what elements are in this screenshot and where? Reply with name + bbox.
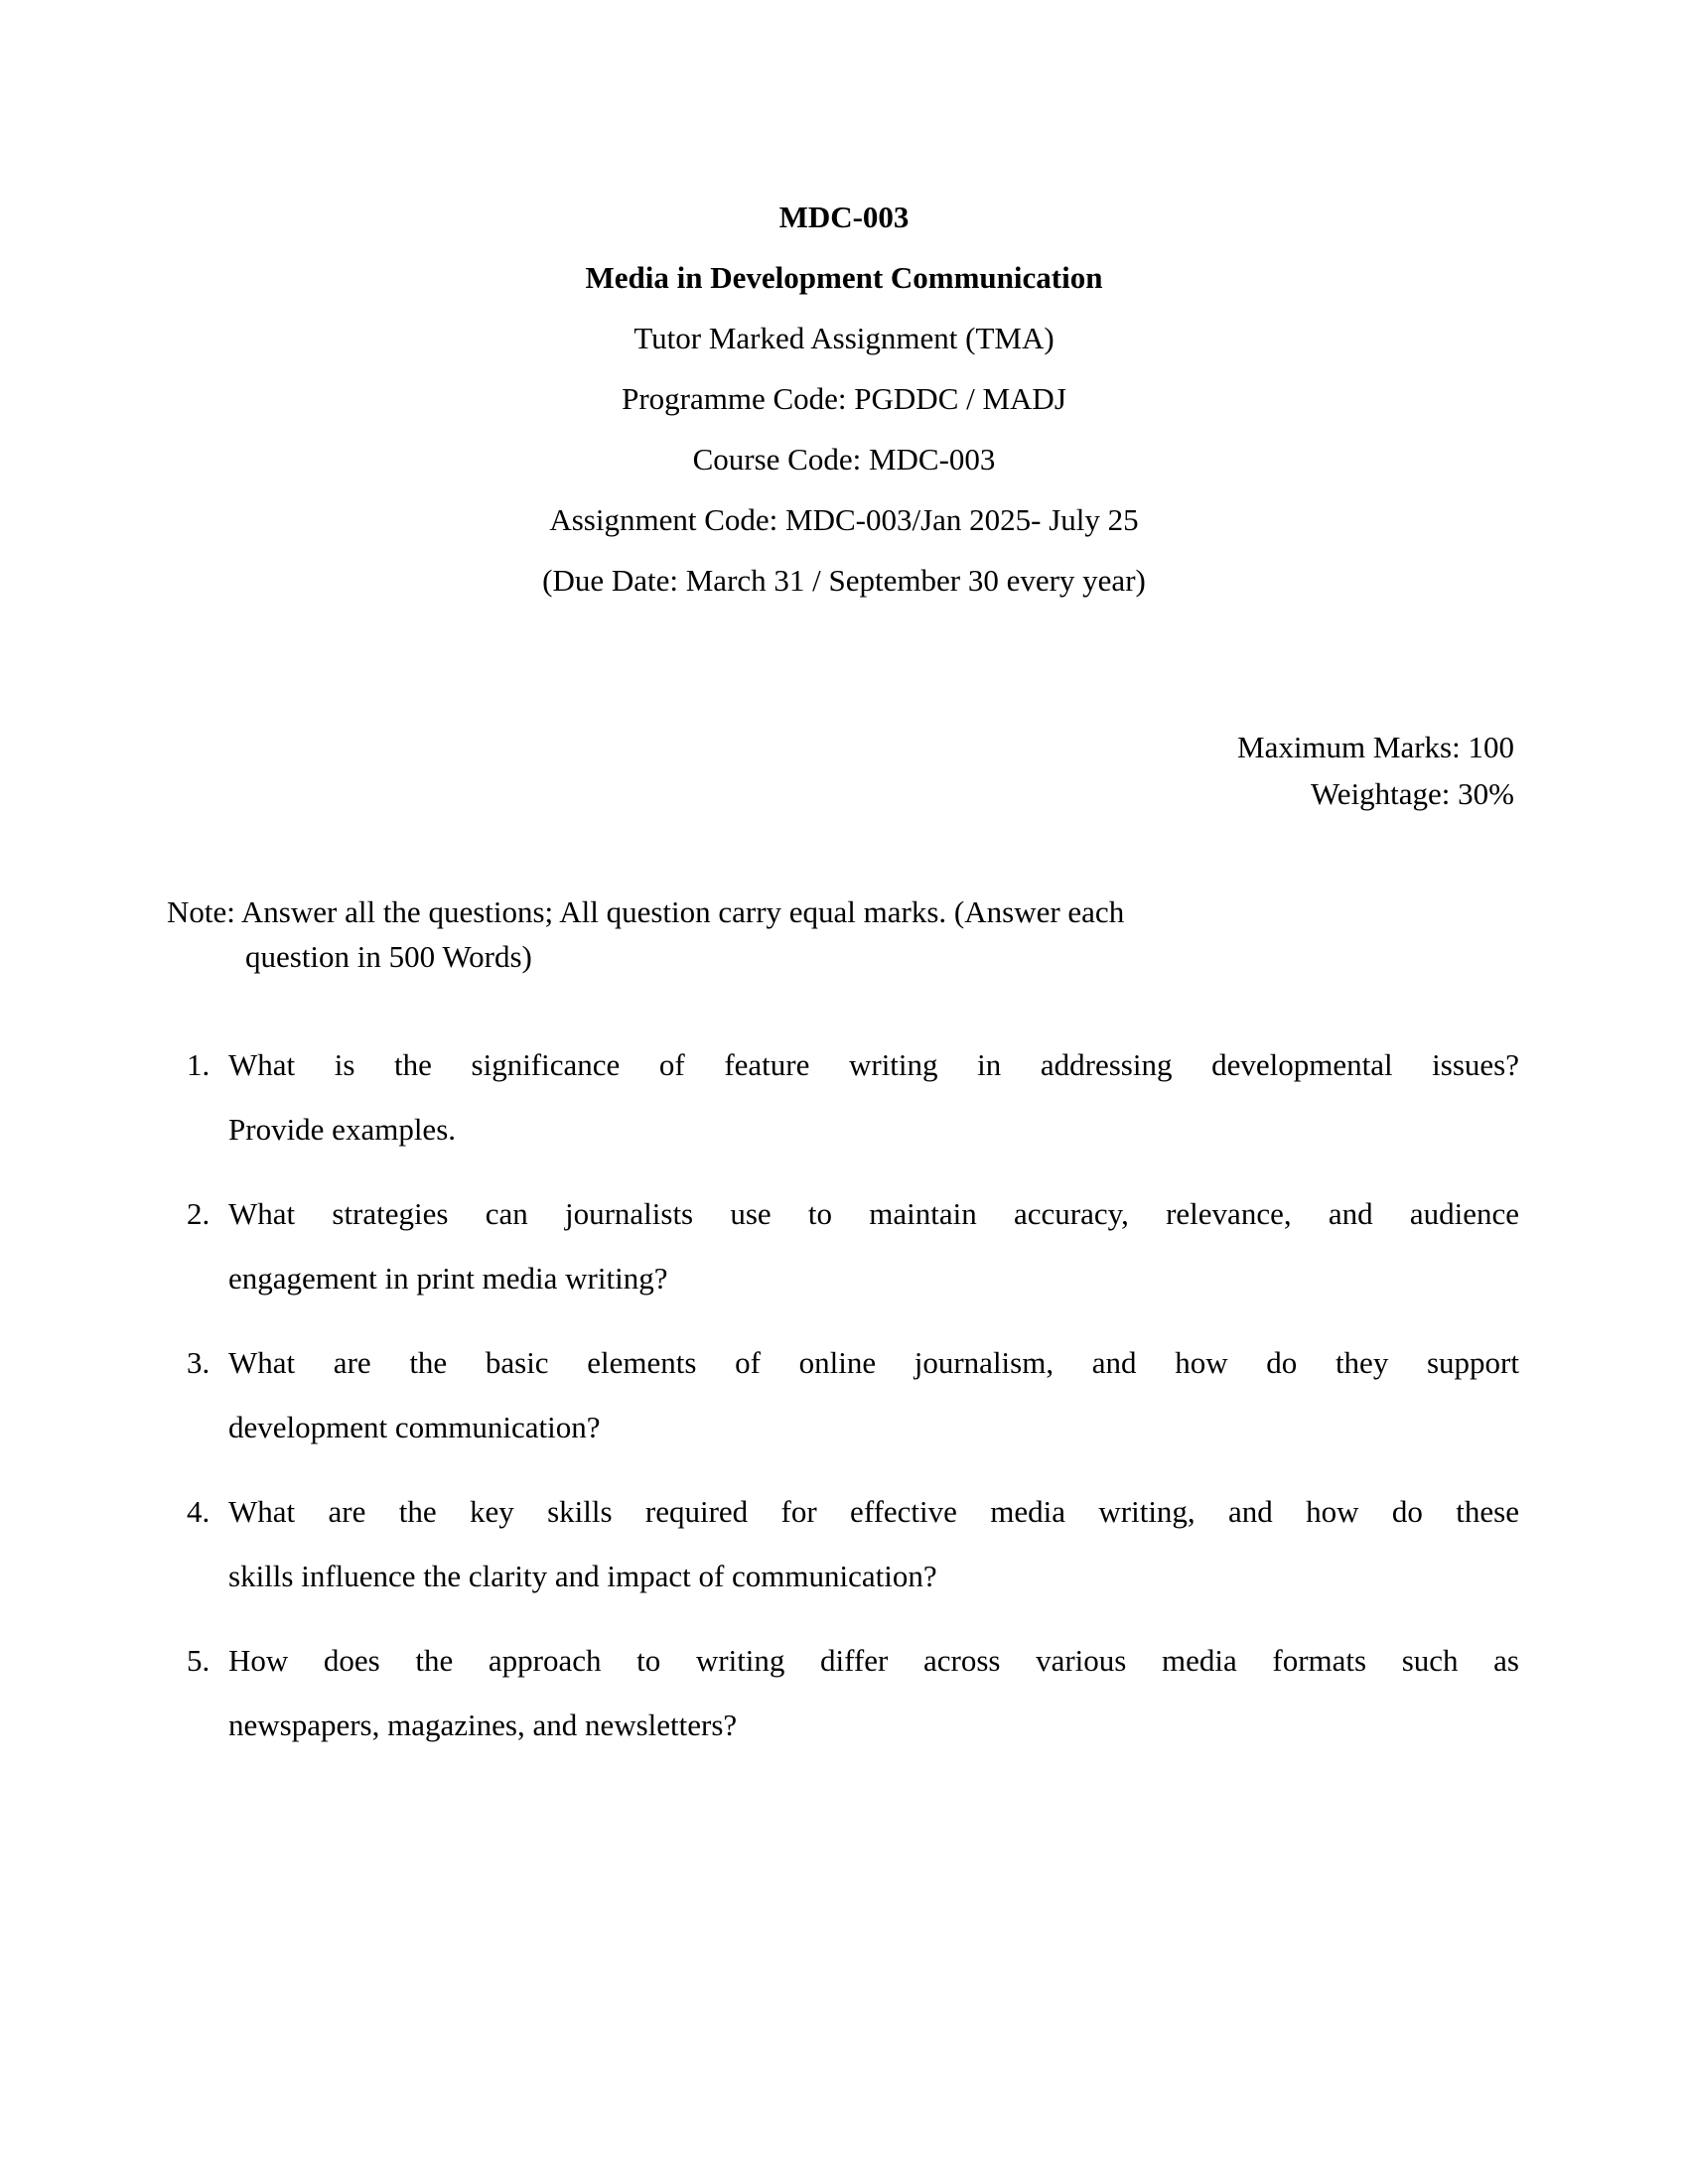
- course-title: Media in Development Communication: [585, 260, 1103, 295]
- question-line-2: development communication?: [228, 1410, 601, 1444]
- question-line-2: Provide examples.: [228, 1112, 457, 1147]
- question-text: [228, 1181, 1519, 1310]
- course-code: Course Code: MDC-003: [692, 442, 996, 477]
- question-line-2: newspapers, magazines, and newsletters?: [228, 1707, 738, 1742]
- weightage: Weightage: 30%: [1311, 776, 1514, 811]
- question-text: [228, 1032, 1519, 1161]
- question-number: 4.: [187, 1494, 211, 1529]
- question-number: 1.: [187, 1047, 211, 1082]
- question-line-1: What are the basic elements of online journalism, and how do they support: [228, 1345, 1519, 1380]
- assignment-type: Tutor Marked Assignment (TMA): [633, 321, 1055, 355]
- question-item: [187, 1181, 1688, 1310]
- question-item: [187, 1032, 1688, 1161]
- question-text: [228, 1628, 1519, 1757]
- question-number: 5.: [187, 1643, 211, 1678]
- maximum-marks: Maximum Marks: 100: [1237, 730, 1514, 764]
- note-line-1: Note: Answer all the questions; All question carry equal marks. (Answer each: [167, 894, 1125, 929]
- question-line-1: How does the approach to writing differ across various media formats such as: [228, 1643, 1519, 1678]
- due-date: (Due Date: March 31 / September 30 every year): [542, 563, 1146, 598]
- note-block: [167, 889, 1519, 979]
- assignment-code: Assignment Code: MDC-003/Jan 2025- July 25: [549, 502, 1139, 537]
- course-id: MDC-003: [778, 200, 910, 234]
- question-item: [187, 1330, 1688, 1459]
- question-line-1: What strategies can journalists use to maintain accuracy, relevance, and audience: [228, 1196, 1519, 1231]
- question-line-2: engagement in print media writing?: [228, 1261, 668, 1296]
- question-line-1: What are the key skills required for effective media writing, and how do these: [228, 1494, 1519, 1529]
- question-line-2: skills influence the clarity and impact of communication?: [228, 1559, 937, 1593]
- question-text: [228, 1330, 1519, 1459]
- question-text: [228, 1479, 1519, 1608]
- question-list: [0, 1032, 1688, 1757]
- programme-code: Programme Code: PGDDC / MADJ: [622, 381, 1066, 416]
- note-line-2: question in 500 Words): [245, 939, 532, 974]
- marks-block: [0, 724, 1688, 817]
- question-number: 2.: [187, 1196, 211, 1231]
- assignment-header: [0, 0, 1688, 611]
- question-item: [187, 1479, 1688, 1608]
- question-number: 3.: [187, 1345, 211, 1380]
- question-item: [187, 1628, 1688, 1757]
- question-line-1: What is the significance of feature writing in addressing developmental issues?: [228, 1047, 1519, 1082]
